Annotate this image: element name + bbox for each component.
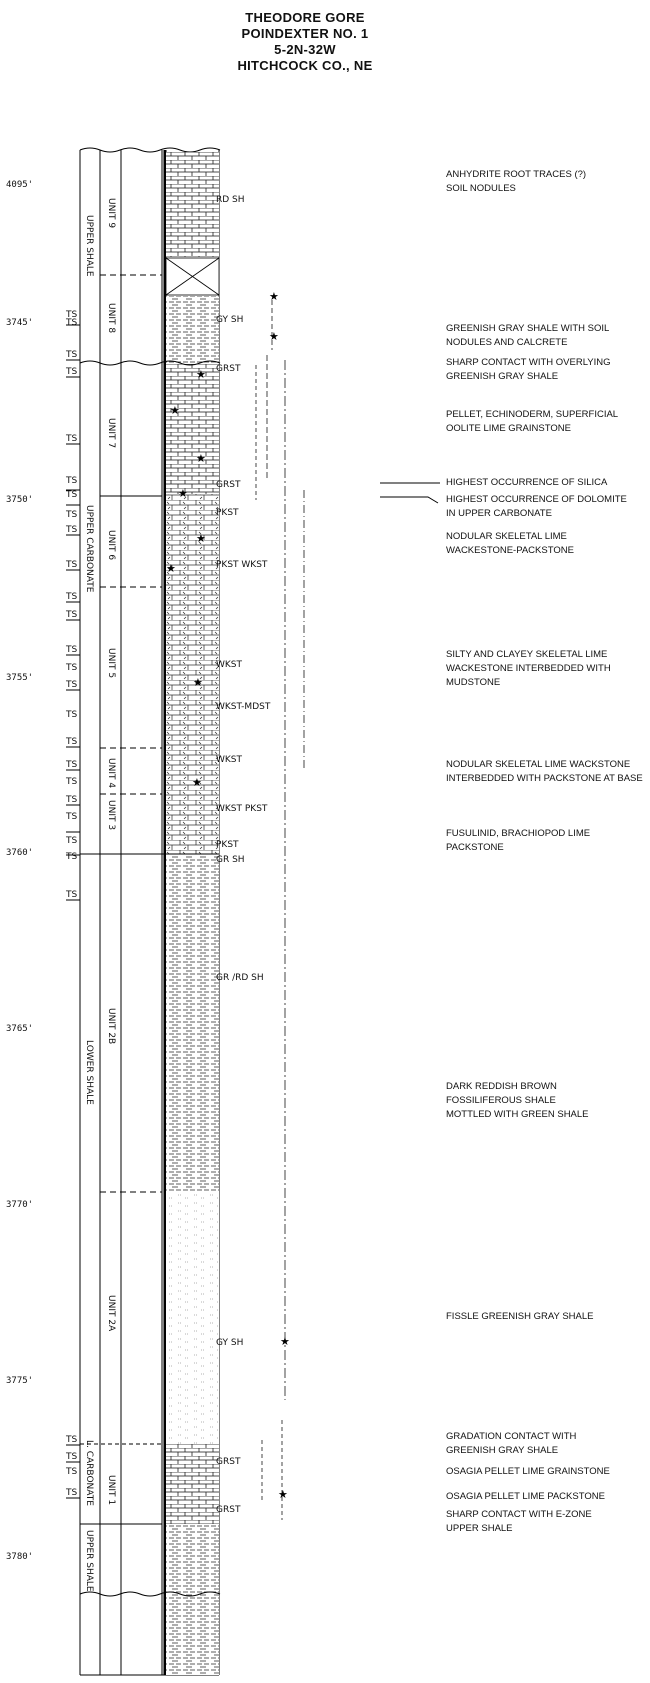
lithology-column [166,152,219,1675]
depth-label: 3755' [6,673,34,683]
lithology-abbr: GRST [216,480,241,490]
ts-label: TS [66,1452,78,1462]
ts-label: TS [66,560,78,570]
title-line: 5-2N-32W [274,42,336,57]
ts-label: TS [66,795,78,805]
lithology-abbr: GY SH [216,315,244,325]
unit-label: UNIT 4 [106,758,116,789]
description [446,168,586,196]
depth-label: 3780' [6,1552,34,1562]
depth-label: 3765' [6,1024,34,1034]
svg-text:★: ★ [193,676,203,689]
unit-label: UNIT 2B [106,1008,116,1045]
description-line: OSAGIA PELLET LIME GRAINSTONE [446,1466,610,1477]
svg-text:★: ★ [269,330,279,343]
ts-label: TS [66,777,78,787]
ts-label: TS [66,836,78,846]
ts-label: TS [66,645,78,655]
description-line: SHARP CONTACT WITH OVERLYING [446,357,611,368]
unit-label: UNIT 5 [106,648,116,679]
description [446,827,590,855]
ts-label: TS [66,350,78,360]
description-line: PACKSTONE [446,842,504,853]
description-line: UPPER SHALE [446,1523,513,1534]
lithology-abbr: GR /RD SH [216,973,264,983]
svg-text:★: ★ [192,776,202,789]
lithology-abbr: WKST-MDST [216,702,271,712]
ts-label: TS [66,760,78,770]
description-line: SHARP CONTACT WITH E-ZONE [446,1509,592,1520]
svg-text:★: ★ [269,290,279,303]
ts-label: TS [66,490,78,500]
unit-label: UNIT 2A [106,1295,116,1332]
lithology-abbr: RD SH [216,195,245,205]
ts-label: TS [66,663,78,673]
lithology-abbr: GRST [216,364,241,374]
description-line: GREENISH GRAY SHALE [446,371,559,382]
description [446,356,611,384]
lithology-abbr: PKST [216,840,239,850]
svg-text:★: ★ [166,562,176,575]
description-line: MOTTLED WITH GREEN SHALE [446,1109,589,1120]
description-line: HIGHEST OCCURRENCE OF SILICA [446,477,608,488]
description-line: SILTY AND CLAYEY SKELETAL LIME [446,649,608,660]
description-line: GREENISH GRAY SHALE [446,1445,559,1456]
description-line: SOIL NODULES [446,183,516,194]
zone-label: L. CARBONATE [84,1440,94,1506]
description [446,1430,576,1458]
ts-label: TS [66,318,78,328]
depth-label: 3775' [6,1376,34,1386]
description [446,1465,610,1479]
svg-text:★: ★ [196,532,206,545]
zone-label: LOWER SHALE [84,1040,94,1105]
description-line: FOSSILIFEROUS SHALE [446,1095,556,1106]
description-line: PELLET, ECHINODERM, SUPERFICIAL [446,409,619,420]
description-line: MUDSTONE [446,677,501,688]
ts-label: TS [66,1467,78,1477]
ts-label: TS [66,1488,78,1498]
ts-label: TS [66,710,78,720]
ts-label: TS [66,1435,78,1445]
description-line: IN UPPER CARBONATE [446,508,552,519]
description [446,758,643,786]
zone-label: UPPER SHALE [84,215,94,277]
description [446,1080,589,1122]
depth-label: 3770' [6,1200,34,1210]
description-line: ANHYDRITE ROOT TRACES (?) [446,169,587,180]
lithology-abbr: PKST [216,508,239,518]
ts-label: TS [66,510,78,520]
description-line: FUSULINID, BRACHIOPOD LIME [446,828,591,839]
depth-label: 3745' [6,318,34,328]
lithology-abbr: PKST WKST [216,560,268,570]
description-line: OOLITE LIME GRAINSTONE [446,423,571,434]
description-line: GRADATION CONTACT WITH [446,1431,577,1442]
unit-label: UNIT 9 [106,198,116,229]
depth-label: 3760' [6,848,34,858]
description-line: NODULAR SKELETAL LIME [446,531,567,542]
svg-text:★: ★ [280,1335,290,1348]
svg-text:★: ★ [278,1488,288,1501]
title-line: HITCHCOCK CO., NE [237,58,373,73]
unit-label: UNIT 6 [106,530,116,561]
description-line: NODULES AND CALCRETE [446,337,568,348]
lithology-abbr: GY SH [216,1338,244,1348]
lithology-abbr: GRST [216,1505,241,1515]
unit-label: UNIT 1 [106,1475,116,1506]
ts-ticks [66,325,80,1498]
description-line: NODULAR SKELETAL LIME WACKSTONE [446,759,631,770]
description-line: FISSLE GREENISH GRAY SHALE [446,1311,594,1322]
title-line: POINDEXTER NO. 1 [241,26,369,41]
ts-label: TS [66,367,78,377]
lithology-abbr: GR SH [216,855,245,865]
lithology-abbr: GRST [216,1457,241,1467]
description-line: INTERBEDDED WITH PACKSTONE AT BASE [446,773,643,784]
unit-label: UNIT 7 [106,418,116,449]
ts-label: TS [66,852,78,862]
ts-label: TS [66,434,78,444]
description [446,530,574,558]
description-line: WACKESTONE-PACKSTONE [446,545,574,556]
ts-label: TS [66,610,78,620]
ts-label: TS [66,525,78,535]
ts-label: TS [66,890,78,900]
description-line: WACKESTONE INTERBEDDED WITH [446,663,611,674]
lithology-abbr: WKST [216,755,243,765]
description-line: HIGHEST OCCURRENCE OF DOLOMITE [446,494,627,505]
unit-label: UNIT 8 [106,303,116,334]
ts-label: TS [66,476,78,486]
description [446,648,611,690]
lithology-abbr: WKST [216,660,243,670]
description [446,322,609,350]
zone-label: UPPER CARBONATE [84,505,94,593]
svg-text:★: ★ [178,487,188,500]
svg-text:★: ★ [170,404,180,417]
description-line: GREENISH GRAY SHALE WITH SOIL [446,323,610,334]
lithology-abbr: WKST PKST [216,804,268,814]
ts-label: TS [66,310,78,320]
description-line: OSAGIA PELLET LIME PACKSTONE [446,1491,605,1502]
description [446,408,618,436]
depth-label: 4095' [6,180,34,190]
zone-label: UPPER SHALE [84,1530,94,1592]
ts-label: TS [66,812,78,822]
description [446,1508,592,1536]
svg-text:★: ★ [196,368,206,381]
description [446,1490,605,1504]
ts-label: TS [66,592,78,602]
description [446,476,607,490]
description [446,1310,593,1324]
depth-label: 3750' [6,495,34,505]
title-line: THEODORE GORE [245,10,365,25]
unit-label: UNIT 3 [106,800,116,831]
ts-label: TS [66,680,78,690]
callout-lines [380,483,440,503]
ts-label: TS [66,737,78,747]
description-line: DARK REDDISH BROWN [446,1081,557,1092]
description [446,493,627,521]
svg-text:★: ★ [196,452,206,465]
